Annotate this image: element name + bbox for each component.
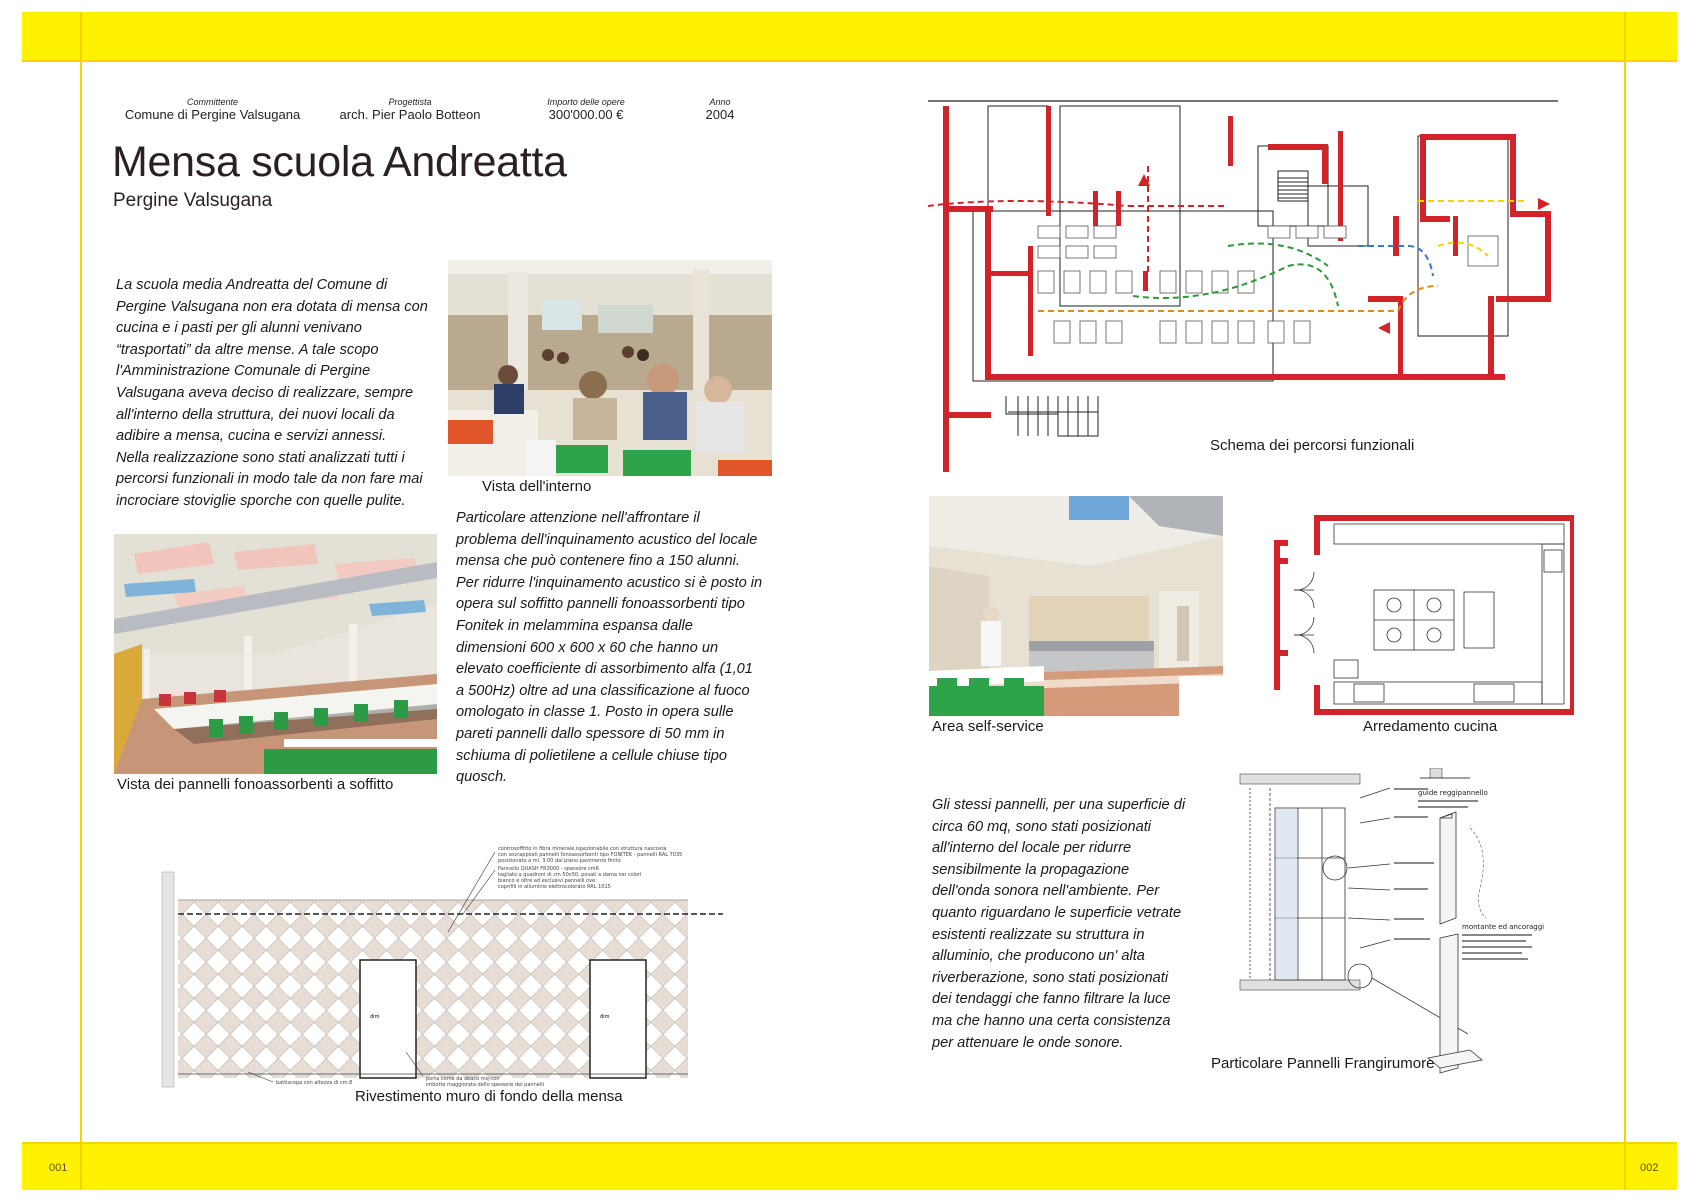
panel-detail-drawing bbox=[1230, 768, 1600, 1078]
wall-caption: Rivestimento muro di fondo della mensa bbox=[355, 1088, 623, 1105]
wall-note-2c: bianco e oltre ad esclusivi pannelli ove: bbox=[498, 878, 597, 884]
detail-caption: Particolare Pannelli Frangirumore bbox=[1211, 1055, 1435, 1072]
page-subtitle: Pergine Valsugana bbox=[113, 190, 273, 211]
svg-text:dim: dim bbox=[600, 1014, 610, 1020]
intro-paragraph: La scuola media Andreatta del Comune di Pergine Valsugana non era dotata di mensa con cucina e i pasti per gli alunni venivano “trasportati” da altre mense. A tale scopo l'Amministrazione Comunale di Pergine Valsugana aveva deciso di realizzare, sempre all'interno della struttura, dei nuovi locali da adibire a mensa, cucina e servizi annessi. Nella realizzazione sono stati analizzati tutti i percorsi funzionali in modo tale da non fare mai incrociare stoviglie sporche con quelle pulite. bbox=[116, 277, 428, 509]
functional-scheme-plan bbox=[928, 96, 1600, 472]
detail-guide-label: guide reggipannello bbox=[1418, 789, 1488, 797]
top-band bbox=[22, 12, 1677, 62]
wall-note-1c: posizionato a ml. 3.00 dal piano pavimento finito bbox=[498, 858, 621, 864]
meta-client-label: Committente bbox=[186, 97, 239, 107]
wall-note-1: controsoffitto in fibra minerale ispezionabile con struttura nascosta bbox=[498, 846, 667, 852]
meta-year-label: Anno bbox=[709, 97, 731, 107]
right-margin-line bbox=[1624, 12, 1626, 1190]
left-margin-line bbox=[80, 12, 82, 1190]
page-number-right: 002 bbox=[1640, 1162, 1659, 1174]
meta-cost-value: 300'000.00 € bbox=[548, 107, 624, 122]
bottom-band bbox=[22, 1142, 1677, 1190]
self-service-photo bbox=[929, 496, 1223, 716]
wall-note-3: battiscopa con altezza di cm.8 bbox=[276, 1080, 353, 1086]
wall-note-4b: imbotte maggiorata dello spessore dei pannelli bbox=[426, 1082, 545, 1088]
meta-year bbox=[690, 97, 750, 122]
page-title: Mensa scuola Andreatta bbox=[112, 138, 567, 186]
ceiling-caption: Vista dei pannelli fonoassorbenti a soffitto bbox=[117, 776, 394, 793]
meta-cost-label: Importo delle opere bbox=[547, 97, 625, 107]
acoustic-paragraph: Particolare attenzione nell'affrontare il problema dell'inquinamento acustico del locale mensa che può contenere fino a 150 alunni. Per ridurre l'inquinamento acustico si è posto in opera sul soffitto pannelli fonoassorbenti tipo Fonitek in melammina espansa dalle dimensioni 600 x 600 x 60 che hanno un elevato coefficiente di assorbimento alfa (1,01 a 500Hz) oltre ad una classificazione al fuoco omologato in classe 1. Posto in opera sulle pareti pannelli dallo spessore di 50 mm in schiuma di polietilene a cellule chiuse tipo quosch. bbox=[456, 510, 763, 786]
panels-paragraph: Gli stessi pannelli, per una superficie di circa 60 mq, sono stati posizionati all'interno del locale per ridurre sensibilmente la propagazione dell'onda sonora nell'ambiente. Per quanto riguardano le superficie vetrate esistenti realizzate su struttura in alluminio, che producono un' alta riverberazione, sono stati posizionati dei tendaggi che fanno filtrare la luce ma che hanno una certa consistenza per attenuare le onde sonore. bbox=[932, 797, 1186, 1051]
meta-year-value: 2004 bbox=[705, 107, 735, 122]
kitchen-layout-plan bbox=[1274, 510, 1574, 720]
ceiling-photo bbox=[114, 534, 437, 774]
kitchen-caption: Arredamento cucina bbox=[1363, 718, 1498, 735]
wall-note-2d: coprifili in alluminio elettrocolorato RAL 1015 bbox=[498, 884, 611, 890]
svg-text:dim: dim bbox=[370, 1014, 380, 1020]
meta-client-value: Comune di Pergine Valsugana bbox=[124, 107, 301, 122]
meta-designer bbox=[330, 97, 490, 122]
wall-cladding-drawing bbox=[158, 842, 738, 1092]
meta-client bbox=[110, 97, 315, 122]
interior-caption: Vista dell'interno bbox=[482, 478, 592, 495]
wall-note-2b: tagliato a quadroni di cm 50x50, posati a dama nei colori bbox=[498, 872, 642, 878]
meta-designer-value: arch. Pier Paolo Botteon bbox=[339, 107, 481, 122]
interior-photo bbox=[448, 260, 772, 476]
scheme-caption: Schema dei percorsi funzionali bbox=[1210, 437, 1415, 454]
wall-note-2: Pannello QUASH FR3000 - spessore cm6 bbox=[498, 866, 599, 872]
wall-note-4: porta come da abaco mq con bbox=[426, 1076, 500, 1082]
detail-mount-label: montante ed ancoraggi bbox=[1462, 923, 1545, 931]
meta-cost bbox=[536, 97, 636, 122]
page-number-left: 001 bbox=[49, 1162, 68, 1174]
meta-designer-label: Progettista bbox=[388, 97, 432, 107]
wall-note-1b: con sovrapposti pannelli fonoassorbenti tipo FONITEK - pannelli RAL 7035 bbox=[498, 852, 683, 858]
self-service-caption: Area self-service bbox=[932, 718, 1044, 735]
